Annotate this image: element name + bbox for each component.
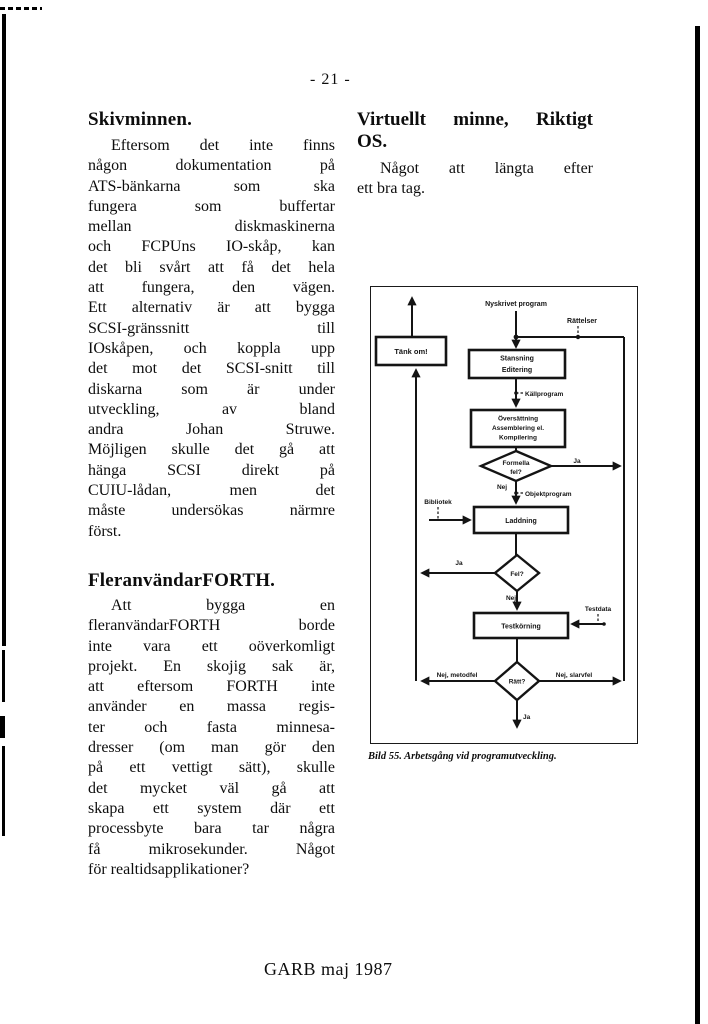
flowchart-box-stansning [469, 350, 565, 378]
oversattning-line2: Assemblering el. [491, 425, 545, 432]
text-line: Något att längta efter [380, 160, 593, 177]
text-line: det bli svårt att få det hela [88, 258, 335, 276]
text-line: SCSI-gränssnitt till [88, 319, 335, 337]
text-line: Virtuellt minne, Riktigt [357, 109, 593, 130]
text-line: skapa ett system där ett [88, 799, 335, 817]
scan-artifact-left-mark [2, 650, 5, 702]
stansning-line1: Stansning [500, 355, 534, 363]
flowchart [371, 287, 634, 740]
page-footer: GARB maj 1987 [264, 959, 393, 979]
text-line: på ett vettigt sätt), skulle [88, 759, 335, 777]
nej-metodfel-label: Nej, metodfel [436, 672, 478, 679]
ja-ratt-label: Ja [523, 714, 531, 721]
text-line: och FCPUns IO-skåp, kan [88, 238, 335, 256]
testdata-label: Testdata [584, 606, 612, 613]
text-line: Ett alternativ är att bygga [88, 299, 335, 317]
flowchart-box-tank-om [376, 337, 446, 365]
right-column [357, 109, 593, 200]
oversattning-line1: Översättning [497, 415, 539, 423]
ja-fel-label: Ja [455, 560, 463, 567]
text-line: fleranvändarFORTH borde [88, 617, 335, 635]
figure-caption: Bild 55. Arbetsgång vid programutveckling. [368, 751, 557, 762]
ja-formella-label: Ja [573, 458, 581, 465]
text-line: ter och fasta minnesa- [88, 718, 335, 736]
heading-virtuellt-minne [357, 109, 593, 152]
flowchart-diamond-ratt [495, 662, 539, 700]
text-line: IOskåpen, och koppla upp [88, 339, 335, 357]
text-line: hänga SCSI direkt på [88, 461, 335, 479]
scan-artifact-right-bar [695, 26, 700, 1024]
scan-artifact-left-mark [0, 716, 5, 738]
ratt-label: Rätt? [508, 678, 526, 686]
paragraph-fleranvandarforth [88, 596, 335, 880]
kallprogram-label: Källprogram [525, 391, 564, 398]
text-line: ett bra tag. [357, 180, 425, 198]
scan-artifact-left-bar [2, 14, 6, 646]
flowchart-box-testkorning [474, 613, 568, 638]
nej-fel-label: Nej [505, 595, 517, 602]
text-line: diskarna som är under [88, 380, 335, 398]
text-line: måste undersökas närmre [88, 502, 335, 520]
text-line: det mycket väl gå att [88, 779, 335, 797]
figure-frame [370, 286, 638, 744]
text-line: att eftersom FORTH inte [88, 678, 335, 696]
text-line: Eftersom det inte finns [111, 137, 335, 154]
page-number: - 21 - [310, 71, 351, 88]
text-line: inte vara ett oöverkomligt [88, 637, 335, 655]
bibliotek-label: Bibliotek [424, 499, 452, 506]
text-line: andra Johan Struwe. [88, 421, 335, 439]
text-line: få mikrosekunder. Något [88, 840, 335, 858]
flowchart-box-oversattning [471, 410, 565, 447]
formella-line1: Formella [502, 460, 530, 467]
text-line: OS. [357, 130, 388, 152]
objektprogram-label: Objektprogram [525, 491, 572, 498]
text-line: processbyte bara tar några [88, 820, 335, 838]
laddning-label: Laddning [505, 518, 537, 525]
nyskrivet-program-label: Nyskrivet program [485, 301, 547, 308]
text-line: Att bygga en [111, 596, 335, 614]
heading-skivminnen: Skivminnen. [88, 109, 193, 130]
text-line: först. [88, 522, 122, 540]
text-line: använder en massa regis- [88, 698, 335, 716]
nej-formella-label: Nej [496, 484, 508, 491]
text-line: det mot det SCSI-snitt till [88, 360, 335, 378]
heading-fleranvandarforth: FleranvändarFORTH. [88, 569, 276, 591]
formella-line2: fel? [510, 469, 522, 476]
text-line: någon dokumentation på [88, 157, 335, 175]
text-line: utveckling, av bland [88, 400, 335, 418]
text-line: CUIU-lådan, men det [88, 482, 335, 500]
text-line: ATS-bänkarna som ska [88, 177, 335, 195]
oversattning-line3: Kompilering [499, 434, 537, 442]
flowchart-box-laddning [474, 507, 568, 533]
text-line: mellan diskmaskinerna [88, 218, 335, 236]
testkorning-label: Testkörning [501, 623, 541, 631]
stansning-line2: Editering [501, 367, 533, 374]
left-column [88, 109, 335, 880]
scan-artifact-top-dashes [0, 7, 42, 10]
scan-artifact-left-mark [2, 746, 5, 836]
text-line: fungera som buffertar [88, 197, 335, 215]
flowchart-diamond-fel [495, 555, 539, 591]
paragraph-skivminnen [88, 136, 335, 542]
text-line: dresser (om man gör den [88, 739, 335, 757]
nej-slarvfel-label: Nej, slarvfel [555, 672, 593, 679]
rattelser-label: Rättelser [567, 318, 597, 325]
text-line: att fungera, den vägen. [88, 279, 335, 297]
tank-om-label: Tänk om! [394, 347, 428, 356]
text-line: för realtidsapplikationer? [88, 860, 250, 878]
flowchart-diamond-formella-fel [481, 451, 551, 481]
paragraph-virtuellt-minne [357, 159, 593, 200]
text-line: projekt. En skojig sak är, [88, 657, 335, 675]
text-line: Möjligen skulle det gå att [88, 441, 335, 459]
fel-label: Fel? [510, 571, 524, 578]
